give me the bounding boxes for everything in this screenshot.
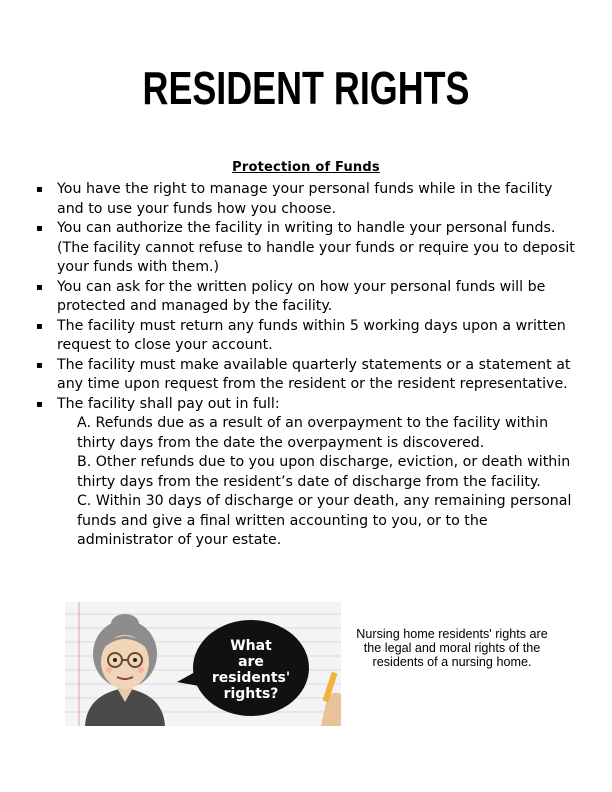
bullet-icon: ▪ <box>36 398 43 410</box>
list-item <box>36 395 581 551</box>
list-item <box>36 180 581 219</box>
bubble-line-1: What <box>230 638 272 654</box>
sub-item-c: C. Within 30 days of discharge or your death, any remaining personal funds and give a final written accounting to you, or to the administrator of your estate. <box>77 493 572 548</box>
bubble-line-3: residents' <box>211 670 291 686</box>
list-item-text: The facility must return any funds within 5 working days upon a written request to close your account. <box>57 317 566 353</box>
speech-bubble-icon <box>177 620 309 716</box>
sub-item-a: A. Refunds due as a result of an overpayment to the facility within thirty days from the date the overpayment is discovered. <box>77 415 549 451</box>
payout-sublist <box>57 414 581 551</box>
list-item-text: You can authorize the facility in writing to handle your personal funds. (The facility cannot refuse to handle your funds or require you to deposit your funds with them.) <box>57 220 575 275</box>
list-item-text: The facility shall pay out in full: <box>57 395 280 412</box>
list-item <box>36 219 581 278</box>
list-item <box>36 356 581 395</box>
page-title: RESIDENT RIGHTS <box>142 62 470 114</box>
list-item <box>36 278 581 317</box>
bubble-line-2: are <box>238 654 264 670</box>
elderly-woman-icon <box>85 614 165 726</box>
list-item-text: You can ask for the written policy on how your personal funds will be protected and managed by the facility. <box>57 278 546 314</box>
hand-icon <box>321 672 341 726</box>
bullet-icon: ▪ <box>36 359 43 371</box>
illustration-art <box>65 602 341 726</box>
bullet-icon: ▪ <box>36 223 43 234</box>
list-item-text: The facility must make available quarterly statements or a statement at any time upon request from the resident or the resident representative. <box>57 356 571 392</box>
list-item-text: You have the right to manage your personal funds while in the facility and to use your funds how you choose. <box>57 181 553 217</box>
sub-item-b: B. Other refunds due to you upon discharge, eviction, or death within thirty days from the resident’s date of discharge from the facility. <box>77 454 571 490</box>
bullet-icon: ▪ <box>36 320 43 332</box>
section-heading: Protection of Funds <box>232 160 380 175</box>
rights-list <box>36 180 581 551</box>
bubble-line-4: rights? <box>223 686 279 702</box>
list-item <box>36 317 581 356</box>
bullet-icon: ▪ <box>36 184 43 195</box>
bullet-icon: ▪ <box>36 281 43 293</box>
illustration-caption: Nursing home residents' rights are the legal and moral rights of the residents of a nursing home. <box>356 627 548 669</box>
residents-rights-illustration <box>65 602 341 726</box>
